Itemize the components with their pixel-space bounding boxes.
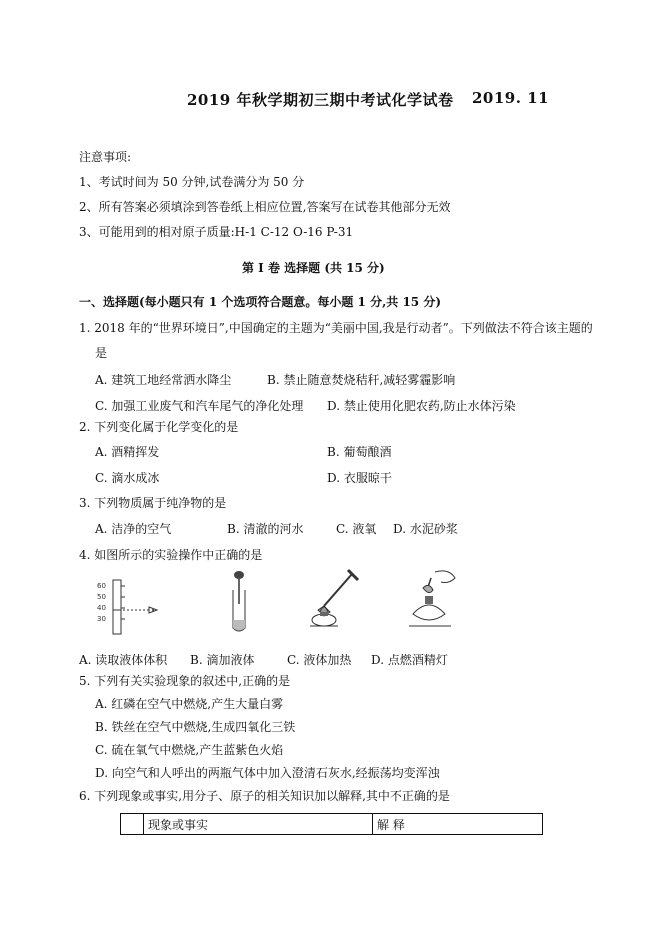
q1-stem: 1. 2018 年的“世界环境日”,中国确定的主题为“美丽中国,我是行动者”。下列做法不符合该主题的 (79, 321, 593, 335)
q3-option-b: B. 清澈的河水 (227, 522, 304, 536)
scale-60: 60 (97, 582, 106, 590)
scale-50: 50 (97, 593, 106, 601)
q3-option-d: D. 水泥砂浆 (393, 522, 458, 536)
section-heading: 一、选择题(每小题只有 1 个选项符合题意。每小题 1 分,共 15 分) (79, 295, 442, 309)
part-heading: 第 I 卷 选择题 (共 15 分) (242, 261, 385, 275)
dropper-figure (226, 570, 252, 634)
q1-option-d: D. 禁止使用化肥农药,防止水体污染 (327, 399, 516, 413)
q3-option-a: A. 洁净的空气 (95, 522, 172, 536)
q6-stem: 6. 下列现象或事实,用分子、原子的相关知识加以解释,其中不正确的是 (79, 789, 450, 803)
table-cell-index (121, 814, 144, 835)
q4-option-b: B. 滴加液体 (190, 653, 255, 667)
table-row (121, 814, 543, 835)
q5-option-b: B. 铁丝在空气中燃烧,生成四氧化三铁 (95, 720, 296, 734)
notice-item-1: 1、考试时间为 50 分钟,试卷满分为 50 分 (79, 175, 305, 189)
q4-option-d: D. 点燃酒精灯 (371, 653, 448, 667)
scale-40: 40 (97, 604, 106, 612)
q4-stem: 4. 如图所示的实验操作中正确的是 (79, 548, 263, 562)
q1-option-c: C. 加强工业废气和汽车尾气的净化处理 (95, 399, 304, 413)
heating-liquid-figure (300, 566, 366, 630)
q6-table (120, 813, 543, 835)
q1-stem-cont: 是 (95, 346, 108, 360)
q5-stem: 5. 下列有关实验现象的叙述中,正确的是 (79, 674, 291, 688)
q1-option-b: B. 禁止随意焚烧秸秆,减轻雾霾影响 (267, 373, 456, 387)
notice-item-3: 3、可能用到的相对原子质量:H-1 C-12 O-16 P-31 (79, 225, 354, 239)
notice-item-2: 2、所有答案必须填涂到答卷纸上相应位置,答案写在试卷其他部分无效 (79, 200, 451, 214)
exam-title: 2019 年秋学期初三期中考试化学试卷 (187, 91, 454, 109)
q3-stem: 3. 下列物质属于纯净物的是 (79, 496, 227, 510)
q2-option-d: D. 衣服晾干 (327, 471, 392, 485)
q4-option-c: C. 液体加热 (287, 653, 352, 667)
scale-30: 30 (97, 615, 106, 623)
q5-option-d: D. 向空气和人呼出的两瓶气体中加入澄清石灰水,经振荡均变浑浊 (95, 766, 440, 780)
q5-option-a: A. 红磷在空气中燃烧,产生大量白雾 (95, 697, 284, 711)
exam-date: 2019. 11 (472, 89, 550, 107)
q5-option-c: C. 硫在氧气中燃烧,产生蓝紫色火焰 (95, 743, 284, 757)
q3-option-c: C. 液氧 (336, 522, 377, 536)
q1-option-a: A. 建筑工地经常洒水降尘 (95, 373, 232, 387)
q2-option-c: C. 滴水成冰 (95, 471, 160, 485)
q2-option-a: A. 酒精挥发 (95, 445, 160, 459)
table-header-phenomenon: 现象或事实 (144, 814, 373, 835)
q4-option-a: A. 读取液体体积 (79, 653, 168, 667)
q2-stem: 2. 下列变化属于化学变化的是 (79, 420, 239, 434)
notice-heading: 注意事项: (79, 150, 132, 164)
table-header-explanation: 解 释 (373, 814, 543, 835)
graduated-cylinder-figure (95, 578, 165, 636)
alcohol-lamp-figure (405, 566, 463, 632)
q2-option-b: B. 葡萄酿酒 (327, 445, 392, 459)
